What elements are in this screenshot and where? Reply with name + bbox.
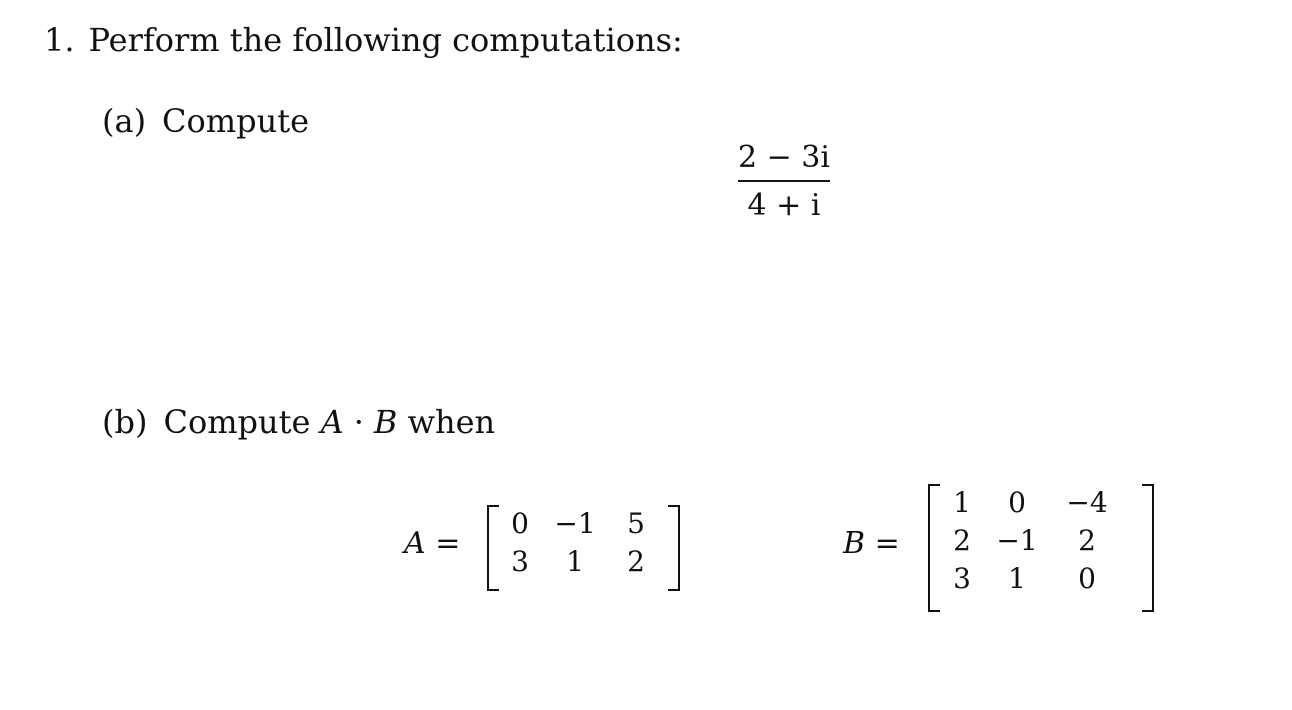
part-a-text: Compute <box>162 102 310 140</box>
matrix-a-row <box>500 543 662 581</box>
fraction-denominator: 4 + i <box>747 188 821 223</box>
matrix-a-left-bracket <box>487 505 499 591</box>
problem-title: Perform the following computations: <box>88 21 683 59</box>
matrix-b-cell: 1 <box>1008 562 1026 595</box>
matrix-b-cell: 0 <box>1078 562 1096 595</box>
matrix-a-right-bracket <box>668 505 680 591</box>
matrix-b-cell: 2 <box>1078 524 1096 557</box>
part-b-label <box>102 402 495 442</box>
part-b-var-a: A <box>320 403 344 441</box>
matrix-b-row <box>942 484 1122 522</box>
matrix-b-right-bracket <box>1142 484 1154 612</box>
matrix-a-cell: 3 <box>511 545 529 578</box>
problem-heading <box>44 20 683 60</box>
matrix-a <box>500 505 662 581</box>
matrix-a-row <box>500 505 662 543</box>
problem-number: 1. <box>44 21 75 59</box>
matrix-a-cell: 5 <box>627 507 645 540</box>
matrix-a-cell: 1 <box>566 545 584 578</box>
part-b-suffix: when <box>407 403 496 441</box>
matrix-b-cell: 2 <box>953 524 971 557</box>
part-a-label <box>102 101 309 141</box>
complex-fraction <box>738 140 830 224</box>
part-b-text: Compute <box>163 403 311 441</box>
matrix-b-row <box>942 560 1122 598</box>
matrix-b-cell: −1 <box>996 524 1038 557</box>
matrix-b-cell: 0 <box>1008 486 1026 519</box>
matrix-b-cell: 1 <box>953 486 971 519</box>
part-a-marker: (a) <box>102 102 147 140</box>
fraction-numerator: 2 − 3i <box>738 140 830 175</box>
matrix-a-label: A = <box>404 526 461 561</box>
part-b-marker: (b) <box>102 403 148 441</box>
matrix-b-left-bracket <box>928 484 940 612</box>
matrix-b-cell: 3 <box>953 562 971 595</box>
matrix-a-cell: 2 <box>627 545 645 578</box>
part-b-dot-operator: · <box>353 403 364 441</box>
matrix-b <box>942 484 1122 598</box>
matrix-b-row <box>942 522 1122 560</box>
matrix-a-cell: −1 <box>554 507 596 540</box>
matrix-a-cell: 0 <box>511 507 529 540</box>
part-b-var-b: B <box>373 403 398 441</box>
matrix-b-cell: −4 <box>1066 486 1108 519</box>
matrix-b-label: B = <box>843 526 900 561</box>
